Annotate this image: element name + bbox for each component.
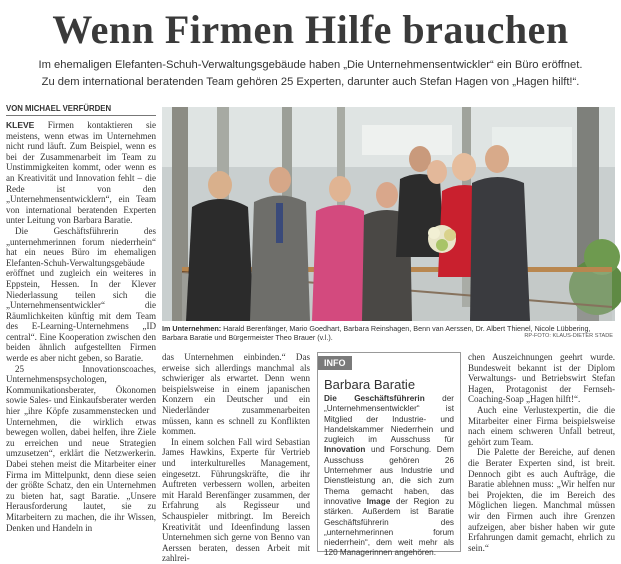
paragraph: chen Auszeichnungen geehrt wurde. Bundesweit bekannt ist der Diplom Verwaltungs- und Betriebswirt Stefan Hagen, Protagonist der Fernseh-Coaching-Soap „Hagen hilft!“. xyxy=(468,352,615,405)
photo-credit: RP-FOTO: KLAUS-DIETER STADE xyxy=(524,333,613,339)
paragraph-text: Firmen kontaktieren sie meistens, wenn etwas im Unternehmen nicht rund läuft. Zum Beispiel, wenn es bei der Zusammenarbeit im Team zu Unstimmigkeiten kommt, oder wenn es an Kreativität und Innovation fehlt – die Rede ist von den „Unternehmensentwicklern“, ein Team von international beratenden Experten unter Leitung von Barbara Baratie. xyxy=(6,120,156,226)
article-photo xyxy=(162,107,615,321)
info-tag: INFO xyxy=(318,356,352,370)
paragraph: In einem solchen Fall wird Sebastian James Hawkins, Experte für Vertrieb und interkulturelles Management, eingesetzt. Führungskräfte, die ihr Auftreten verbessern wollen, arbeiten mit Harald Berenfänger zusammen, der Erfahrung als Regisseur und Schauspieler mitbringt. Im Bereich Kreativität und Ideenfindung lassen Unternehmen sich gerne von Benno van Aerssen beraten, dessen Arbeit mit zahlrei- xyxy=(162,436,310,564)
subline-2: Zu dem international beratenden Team gehören 25 Experten, darunter auch Stefan Hagen von „Hagen hilft!“. xyxy=(41,76,580,88)
paragraph: Die Geschäftsführerin des „unternehmerinnen forum niederrhein“ hat ein neues Büro im ehemaligen Elefanten-Schuh-Verwaltungsgebäude eröffnet und zugleich ein weiteres in Eppstein, Hessen. In der Klever Niederlassung teilen sich die „Unternehmensentwickler“ die Räumlichkeiten künftig mit dem Team des E-Learning-Unternehmens „ID central“. Eine Kooperation zwischen den beiden ähnlich aufgestellten Firmen werde es aber nicht geben, so Baratie. xyxy=(6,225,156,364)
paragraph: Die Palette der Bereiche, auf denen die Berater Experten sind, ist breit. Dennoch gibt es auch Aufträge, die Baratie ablehnen muss: „Wir helfen nur bei Projekten, die im Bereich des Möglichen liegen. Manchmal müssen wir den Firmen auch ihre Grenzen aufzeigen, aber bisher haben wir gute Erfahrungen damit gemacht, ehrlich zu sein.“ xyxy=(468,447,615,553)
paragraph: 25 Innovationscoaches, Unternehmenspsychologen, Kommunikationsberater, Ökonomen sowie Sales- und Einkaufsberater werden hier „ihre Köpfe zusammenstecken und Unternehmen, die wirklich etwas bewegen wollen, dabei helfen, ihre Ziele zu erreichen und neue Strategien umzusetzen“, erklärt die Netzwerkerin. Dabei stehen meist die Mitarbeiter einer Firma im Mittelpunkt, denn diese seien der größte Schatz, den ein Unternehmen zu bieten hat, sagt Baratie. „Unsere Herausforderung lautet, sie zu Mitarbeitern zu machen, die ihr Wissen, Denken und Handeln in xyxy=(6,363,156,533)
group-photo-illustration xyxy=(162,107,615,321)
info-text-part: und Forschung. Dem Ausschuss gehören 26 Unternehmer aus Industrie und Dienstleistung an, die sich zum Thema gemacht haben, das innovative xyxy=(324,445,454,506)
info-bold: Die Geschäftsführerin xyxy=(324,394,425,403)
byline-rule xyxy=(6,115,156,116)
info-title: Barbara Baratie xyxy=(324,377,416,392)
info-text-part: der Region zu stärken. Außerdem ist Baratie Geschäftsführerin des „unternehmerinnen forum niederrhein“, dem weit mehr als 120 Managerinnen angehören. xyxy=(324,496,454,558)
info-bold: Image xyxy=(366,496,391,506)
byline: VON MICHAEL VERFÜRDEN xyxy=(6,104,112,113)
caption-lead: Im Unternehmen: xyxy=(162,324,222,333)
subline-1: Im ehemaligen Elefanten-Schuh-Verwaltungsgebäude haben „Die Unternehmensentwickler“ ein Büro eröffnet. xyxy=(38,59,583,71)
info-text xyxy=(324,394,454,559)
paragraph: Auch eine Verlustexpertin, die die Mitarbeiter einer Firma beispielsweise nach einem schweren Unfall betreut, gehört zum Team. xyxy=(468,404,615,447)
info-bold: Innovation xyxy=(324,445,366,455)
info-text-part: der „Unternehmensentwickler“ ist Mitglied der Industrie- und Handelskammer Niederrhein und zugleich im Ausschuss für xyxy=(324,394,454,445)
article-column-1 xyxy=(6,120,156,553)
paragraph xyxy=(6,120,156,226)
dateline: KLEVE xyxy=(6,120,35,130)
info-box xyxy=(317,352,461,558)
caption-text: Harald Berenfänger, Mario Goedhart, Barbara Reinshagen, Benn van Aerssen, Dr. Albert Thienel, Nicole Lübbering, Barbara Baratie und Bürgermeister Theo Brauer (v.l.). xyxy=(162,324,591,343)
paragraph: das Unternehmen einbinden.“ Das erweise sich allerdings manchmal als schwieriger als erwartet. Denn wenn beispielsweise in einem japanischen Konzern ein Deutscher und ein Niederländer zusammenarbeiten müssen, kann es schnell zu Konflikten kommen. xyxy=(162,352,310,437)
article-column-2 xyxy=(162,352,310,564)
article-column-3 xyxy=(468,352,615,554)
headline: Wenn Firmen Hilfe brauchen xyxy=(52,7,569,52)
